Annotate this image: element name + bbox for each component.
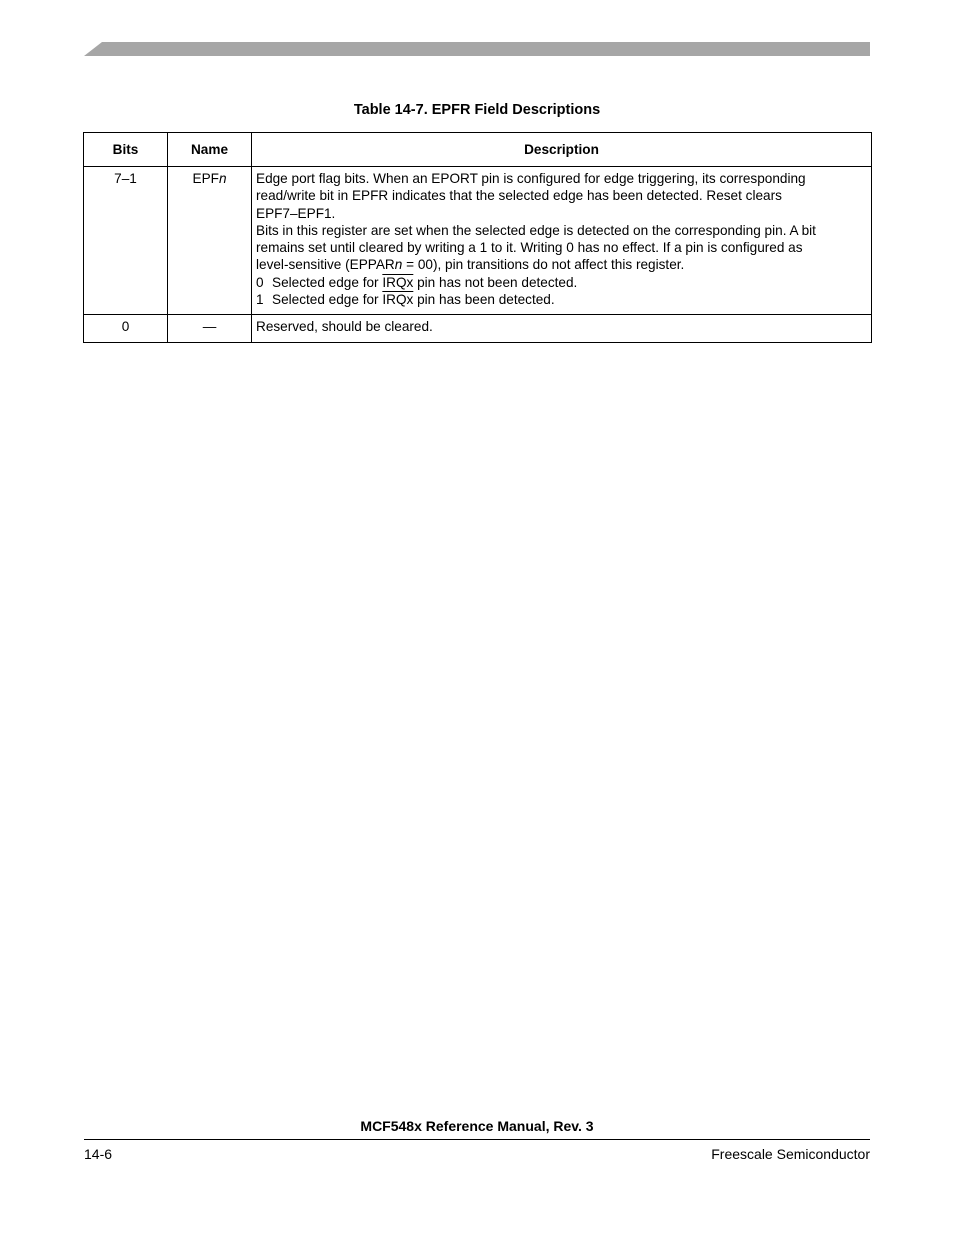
cell-bits: 0 (84, 315, 168, 342)
option-prefix: Selected edge for (272, 274, 383, 290)
field-name-suffix: n (218, 171, 227, 186)
option-suffix: pin has been detected. (413, 292, 555, 308)
description-italic: n (394, 257, 403, 273)
cell-bits: 7–1 (84, 167, 168, 315)
field-name-prefix: EPF (192, 171, 219, 186)
footer-manual-title: MCF548x Reference Manual, Rev. 3 (360, 1118, 594, 1134)
description-text: level-sensitive (EPPAR (256, 257, 395, 273)
column-header-name: Name (168, 133, 252, 167)
cell-description: Reserved, should be cleared. (252, 315, 872, 342)
cell-name (168, 167, 252, 315)
cell-name: — (168, 315, 252, 342)
table-row (84, 167, 872, 315)
option-suffix: pin has not been detected. (413, 274, 578, 290)
description-line: remains set until cleared by writing a 1 to it. Writing 0 has no effect. If a pin is configured as (256, 240, 803, 256)
description-line: Edge port flag bits. When an EPORT pin is configured for edge triggering, its corresponding (256, 171, 806, 186)
footer-page-number: 14-6 (84, 1146, 113, 1162)
epfr-field-table (83, 132, 872, 343)
signal-name: IRQx (382, 292, 414, 308)
column-header-bits: Bits (84, 133, 168, 167)
option-value: 1 (256, 292, 264, 308)
description-text: = 00), pin transitions do not affect this register. (402, 257, 685, 273)
header-bar-shape (84, 42, 870, 56)
table-caption: Table 14-7. EPFR Field Descriptions (353, 102, 601, 118)
footer-divider (84, 1139, 870, 1140)
option-prefix: Selected edge for (272, 292, 383, 308)
column-header-description: Description (252, 133, 872, 167)
description-line: EPF7–EPF1. (256, 205, 336, 221)
description-line (256, 256, 867, 273)
signal-name: IRQx (382, 274, 414, 290)
description-line: read/write bit in EPFR indicates that the selected edge has been detected. Reset clears (256, 188, 782, 204)
table-row (84, 315, 872, 342)
description-line: Bits in this register are set when the selected edge is detected on the corresponding pin. A bit (256, 222, 816, 238)
cell-description (252, 167, 872, 315)
header-bar (84, 42, 870, 56)
footer-company: Freescale Semiconductor (711, 1146, 870, 1162)
table-header-row (84, 133, 872, 167)
option-line (256, 291, 867, 308)
option-value: 0 (256, 274, 264, 290)
option-line (256, 274, 867, 291)
